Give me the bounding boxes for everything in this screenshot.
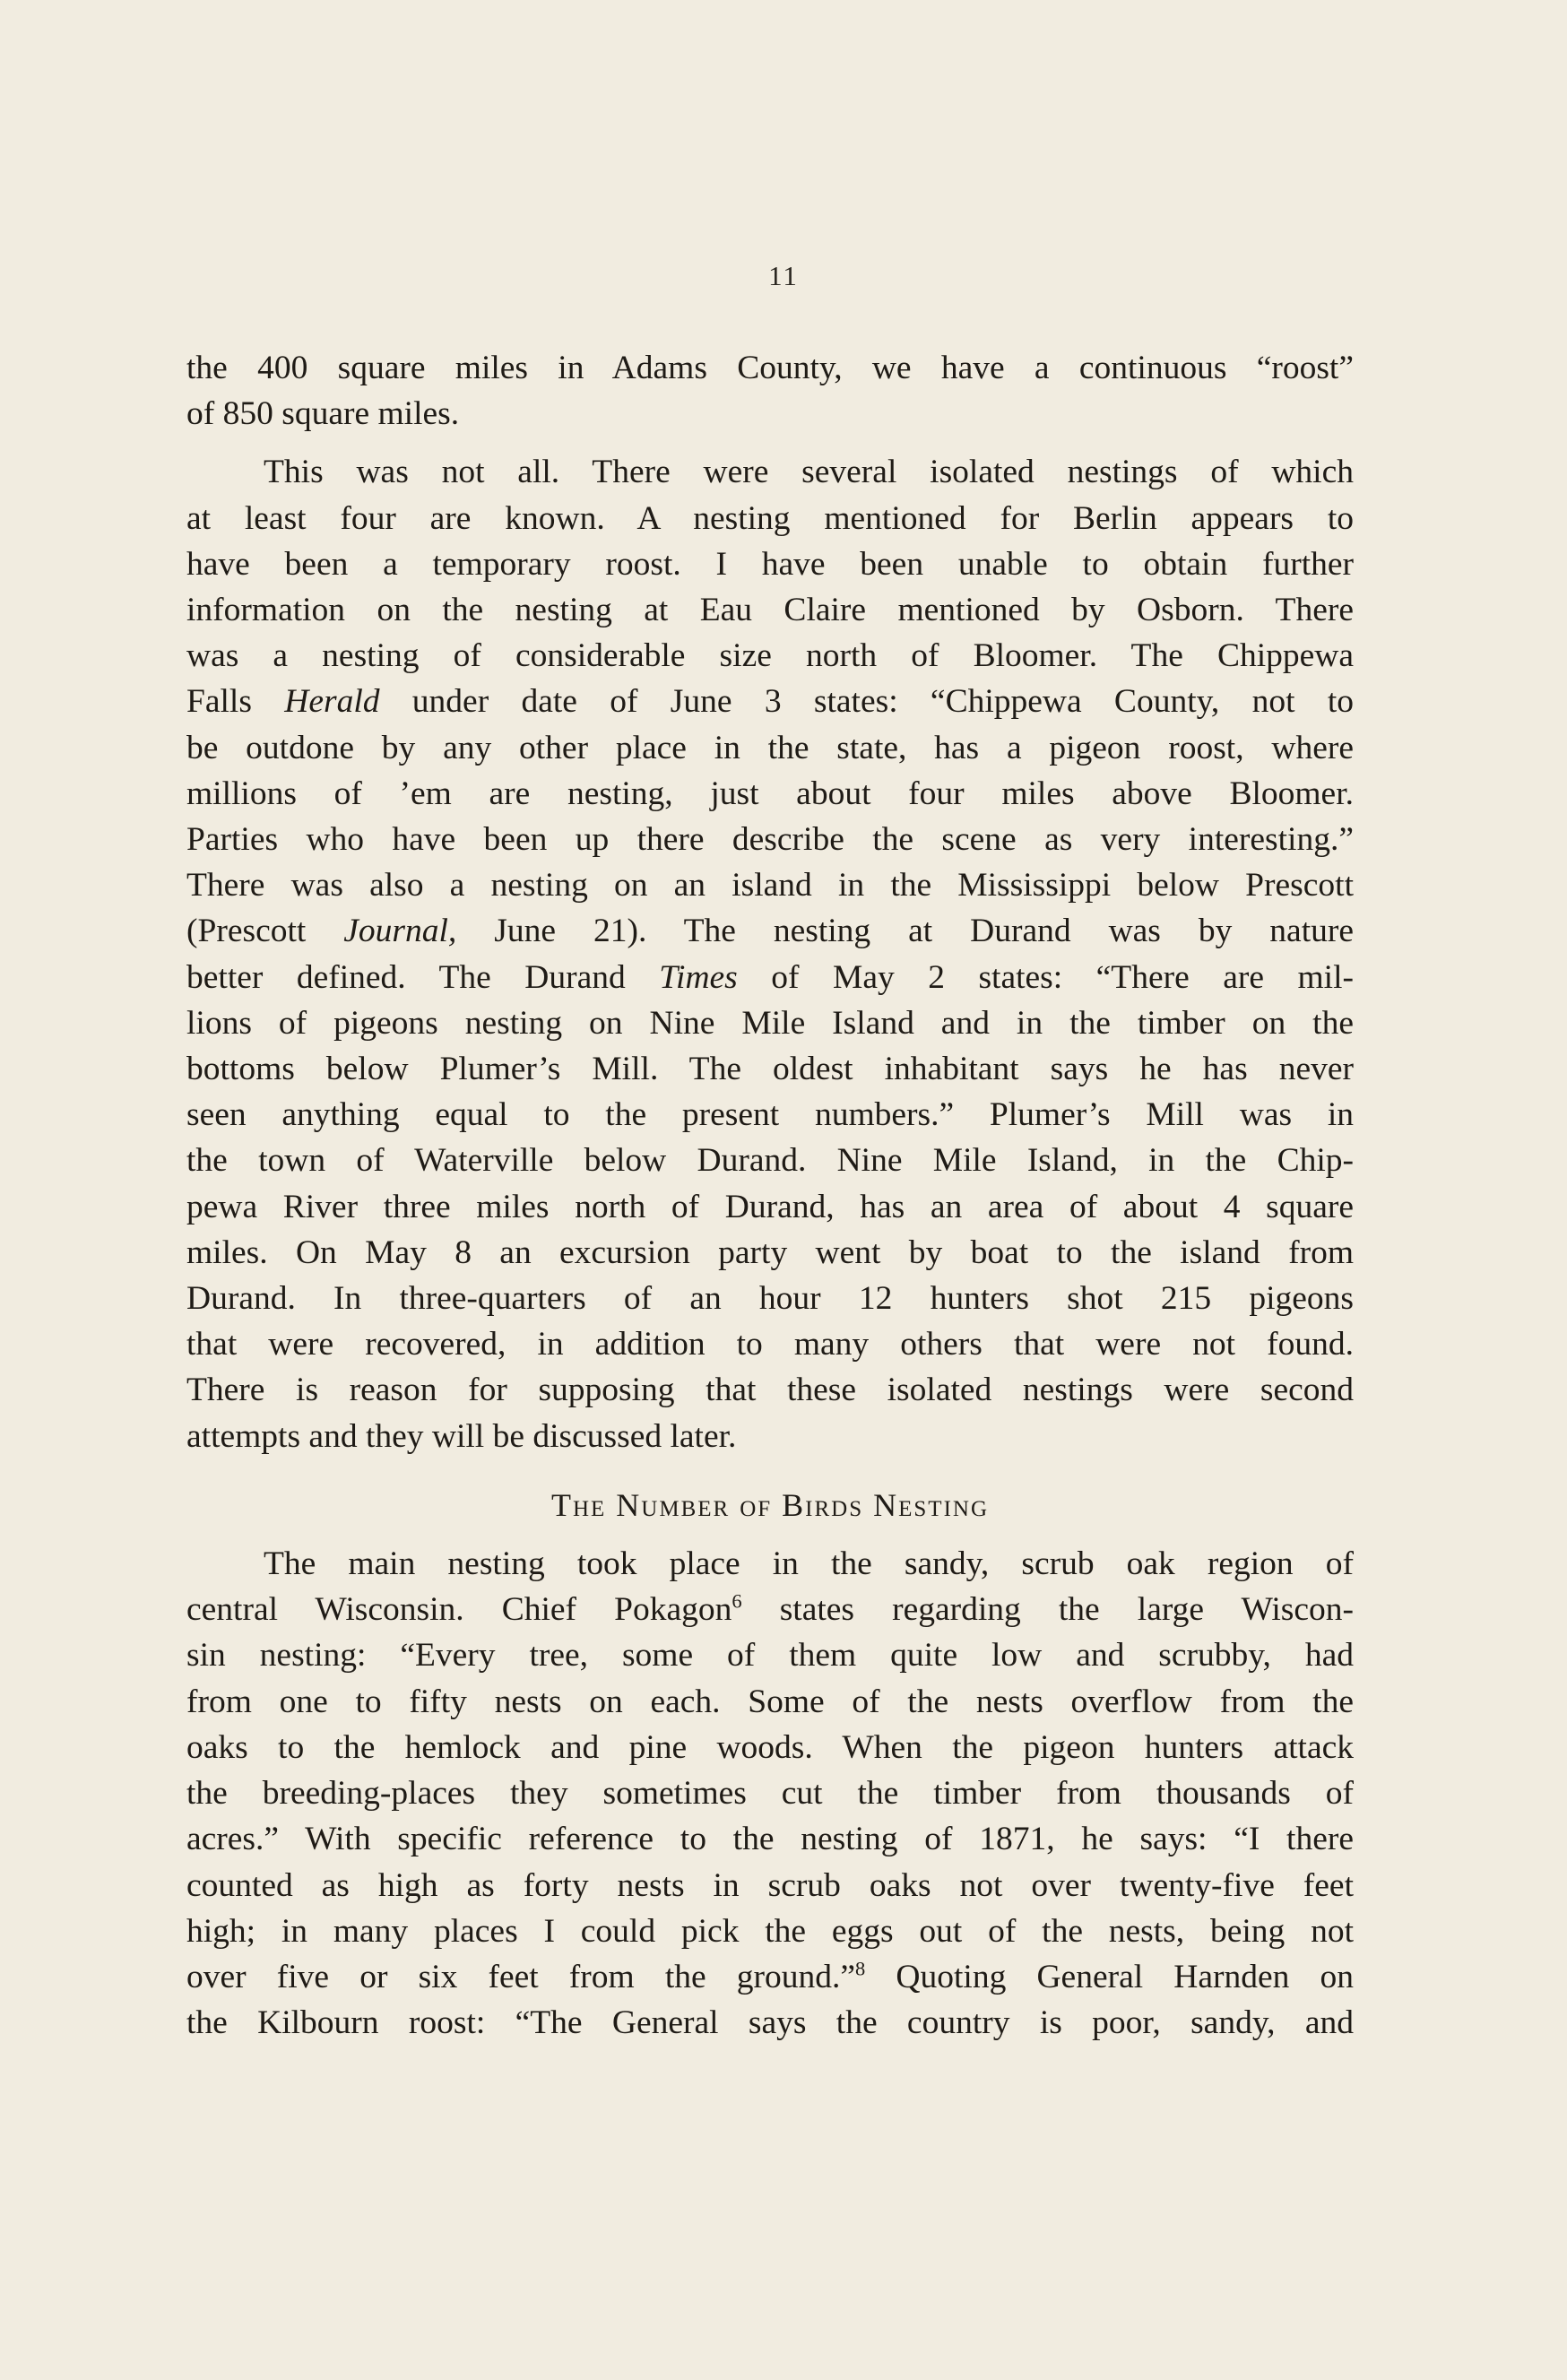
text-line: millions of ’em are nesting, just about four miles above Bloomer.: [186, 775, 1354, 812]
text-line: [186, 679, 1354, 724]
text-line: [186, 1587, 1354, 1632]
text-line: There was also a nesting on an island in the Mississippi below Prescott: [186, 867, 1354, 904]
paragraph-3: [186, 1541, 1354, 2046]
text-run: over five or six feet from the ground.”: [186, 1958, 856, 1995]
text-line: bottoms below Plumer’s Mill. The oldest inhabitant says he has never: [186, 1051, 1354, 1088]
paragraph-2: [186, 449, 1354, 1458]
text-line: information on the nesting at Eau Claire mentioned by Osborn. There: [186, 592, 1354, 629]
text-line: counted as high as forty nests in scrub oaks not over twenty-five feet: [186, 1866, 1354, 1904]
text-line: attempts and they will be discussed later.: [186, 1417, 737, 1455]
text-line: [186, 908, 1354, 954]
text-line: pewa River three miles north of Durand, has an area of about 4 square: [186, 1188, 1354, 1225]
text-line: have been a temporary roost. I have been unable to obtain further: [186, 545, 1354, 583]
text-run: better defined. The Durand: [186, 958, 660, 996]
text-line: be outdone by any other place in the state, has a pigeon roost, where: [186, 729, 1354, 766]
text-line: from one to fifty nests on each. Some of the nests overflow from the: [186, 1683, 1354, 1720]
text-run: states regarding the large Wiscon-: [741, 1591, 1354, 1629]
footnote-ref: 8: [855, 1957, 866, 1980]
text-line: was a nesting of considerable size north of Bloomer. The Chippewa: [186, 637, 1354, 675]
text-line: acres.” With specific reference to the nesting of 1871, he says: “I there: [186, 1821, 1354, 1858]
text-run: Quoting General Harnden on: [865, 1958, 1355, 1995]
text-line: Parties who have been up there describe the scene as very interesting.”: [186, 821, 1354, 859]
text-line: miles. On May 8 an excursion party went by boat to the island from: [186, 1233, 1354, 1271]
text-run: June 21). The nesting at Durand was by nature: [456, 913, 1354, 950]
text-run: under date of June 3 states: “Chippewa County, not to: [379, 683, 1355, 721]
italic-title: Journal,: [343, 913, 457, 950]
paragraph-1: [186, 345, 1354, 437]
text-line: of 850 square miles.: [186, 395, 460, 433]
text-line: oaks to the hemlock and pine woods. When the pigeon hunters attack: [186, 1728, 1354, 1766]
text-line: sin nesting: “Every tree, some of them quite low and scrubby, had: [186, 1637, 1354, 1675]
text-line: the breeding-places they sometimes cut the timber from thousands of: [186, 1775, 1354, 1813]
text-run: central Wisconsin. Chief Pokagon: [186, 1591, 732, 1629]
page-number: 11: [768, 260, 799, 291]
body-text: [186, 345, 1354, 2046]
text-line: the Kilbourn roost: “The General says the country is poor, sandy, and: [186, 2004, 1354, 2042]
text-line: seen anything equal to the present numbers.” Plumer’s Mill was in: [186, 1096, 1354, 1134]
text-line: [186, 955, 1354, 1000]
italic-title: Times: [659, 958, 738, 996]
text-line: high; in many places I could pick the eggs out of the nests, being not: [186, 1912, 1354, 1950]
text-line: the 400 square miles in Adams County, we have a continuous “roost”: [186, 350, 1354, 386]
text-line: The main nesting took place in the sandy, scrub oak region of: [264, 1545, 1354, 1583]
footnote-ref: 6: [732, 1589, 742, 1613]
text-line: the town of Waterville below Durand. Nine Mile Island, in the Chip-: [186, 1142, 1354, 1180]
text-line: There is reason for supposing that these isolated nestings were second: [186, 1372, 1354, 1409]
text-line: lions of pigeons nesting on Nine Mile Island and in the timber on the: [186, 1004, 1354, 1042]
text-run: (Prescott: [186, 913, 344, 950]
text-line: that were recovered, in addition to many others that were not found.: [186, 1326, 1354, 1363]
text-run: Falls: [186, 683, 285, 721]
text-line: This was not all. There were several isolated nestings of which: [264, 454, 1354, 491]
text-line: at least four are known. A nesting mentioned for Berlin appears to: [186, 499, 1354, 537]
italic-title: Herald: [284, 683, 380, 721]
section-heading: The Number of Birds Nesting: [550, 1486, 990, 1523]
text-run: of May 2 states: “There are mil-: [737, 958, 1354, 996]
text-line: Durand. In three-quarters of an hour 12 hunters shot 215 pigeons: [186, 1280, 1354, 1318]
text-line: [186, 1954, 1354, 2000]
